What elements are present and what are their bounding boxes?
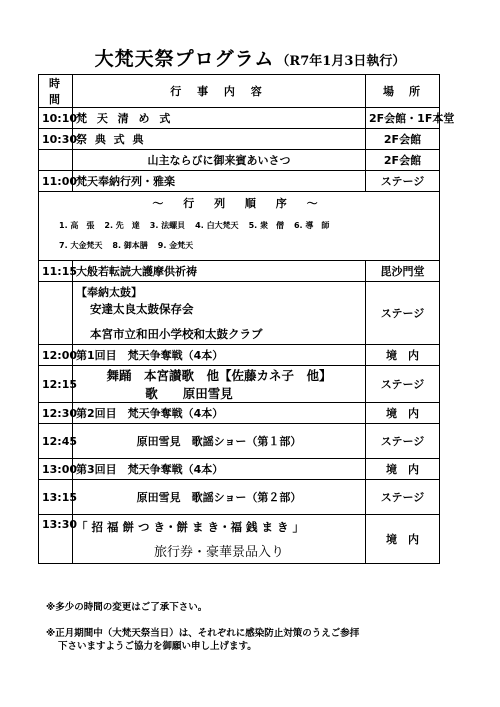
row-place: ステージ <box>366 171 440 192</box>
row-time: 11:00 <box>39 171 73 192</box>
table-row <box>39 515 440 564</box>
row-event: 第3回目 梵天争奪戦（4本） <box>73 459 366 480</box>
subtitle-text: （R7年1月3日執行） <box>276 54 406 69</box>
order-item: 1. 高 張 <box>59 221 95 230</box>
row-event: 大般若転読大護摩供祈祷 <box>73 261 366 282</box>
row-event: 梵 天 清 め 式 <box>73 108 366 129</box>
table-row <box>39 171 440 192</box>
performer-line-1: 舞踊 本宮讃歌 他【佐藤カネ子 他】 <box>106 368 332 383</box>
procession-order-line-2 <box>39 240 439 251</box>
order-item: 3. 法螺貝 <box>149 221 186 230</box>
row-time: 12:45 <box>39 424 73 459</box>
row-event: 原田雪見 歌謡ショー（第２部） <box>73 480 366 515</box>
taiko-group-2: 本宮市立和田小学校和太鼓クラブ <box>90 327 263 341</box>
row-event <box>73 515 366 564</box>
header-event: 行 事 内 容 <box>73 75 366 108</box>
row-place: 毘沙門堂 <box>366 261 440 282</box>
row-place: ステージ <box>366 282 440 345</box>
row-time: 11:15 <box>39 261 73 282</box>
row-time: 13:15 <box>39 480 73 515</box>
row-place: ステージ <box>366 366 440 403</box>
row-time: 10:30 <box>39 129 73 150</box>
order-item: 6. 導 師 <box>293 221 330 230</box>
row-place: 境 内 <box>366 403 440 424</box>
table-row <box>39 403 440 424</box>
table-row <box>39 480 440 515</box>
header-place: 場 所 <box>366 75 440 108</box>
note-time-change: ※多少の時間の変更はご了承下さい。 <box>46 602 208 613</box>
note-infection-line-2: 下さいますようご協力を御願い申し上げます。 <box>58 641 257 652</box>
table-row <box>39 459 440 480</box>
header-row <box>39 75 440 108</box>
procession-order-title: ～ 行 列 順 序 ～ <box>152 197 326 210</box>
table-row <box>39 424 440 459</box>
row-time: 13:00 <box>39 459 73 480</box>
procession-order-row <box>39 192 440 261</box>
table-row <box>39 129 440 150</box>
order-item: 4. 白大梵天 <box>195 221 239 230</box>
performer-line-2: 歌 原田雪見 <box>145 386 233 401</box>
row-time: 12:30 <box>39 403 73 424</box>
procession-order-line-1 <box>39 220 439 231</box>
row-place: 境 内 <box>366 515 440 564</box>
order-item: 7. 大金梵天 <box>59 241 103 250</box>
taiko-group-1: 安達太良太鼓保存会 <box>90 302 194 316</box>
table-row <box>39 366 440 403</box>
prize-line: 旅行券・豪華景品入り <box>153 544 284 560</box>
row-event: 原田雪見 歌謡ショー（第１部） <box>73 424 366 459</box>
table-row <box>39 108 440 129</box>
order-item: 5. 衆 僧 <box>248 221 284 230</box>
table-row <box>39 150 440 171</box>
row-event: 山主ならびに御来賓あいさつ <box>73 150 366 171</box>
table-row <box>39 282 440 345</box>
table-row <box>39 345 440 366</box>
row-place: 2F会館 <box>366 129 440 150</box>
row-place: ステージ <box>366 480 440 515</box>
row-event <box>73 366 366 403</box>
row-place: ステージ <box>366 424 440 459</box>
row-event: 祭 典 式 典 <box>73 129 366 150</box>
program-table <box>38 74 455 564</box>
order-item: 2. 先 達 <box>104 221 140 230</box>
row-event: 第2回目 梵天争奪戦（4本） <box>73 403 366 424</box>
row-time: 13:30 <box>39 515 73 564</box>
header-time: 時 間 <box>39 75 73 108</box>
row-time: 10:10 <box>39 108 73 129</box>
taiko-label: 【奉納太鼓】 <box>76 286 142 299</box>
order-item: 8. 御本膳 <box>112 241 148 250</box>
row-place: 境 内 <box>366 459 440 480</box>
row-time: 12:15 <box>39 366 73 403</box>
order-item: 9. 金梵天 <box>157 241 194 250</box>
title-text: 大梵天祭プログラム <box>94 48 275 70</box>
note-infection-line-1: ※正月期間中（大梵天祭当日）は、それぞれに感染防止対策のうえご参拝 <box>46 628 360 639</box>
row-place: 2F会館・1F本堂 <box>366 108 440 129</box>
row-time: 12:00 <box>39 345 73 366</box>
mochi-event-line: 「 招 福 餅 つ き・餅 ま き・福 銭 ま き 」 <box>76 519 305 534</box>
row-event: 梵天奉納行列・雅楽 <box>73 171 366 192</box>
row-event: 第1回目 梵天争奪戦（4本） <box>73 345 366 366</box>
taiko-offering-cell <box>73 282 366 345</box>
page-title <box>0 44 500 71</box>
table-row <box>39 261 440 282</box>
row-place: 2F会館 <box>366 150 440 171</box>
row-time <box>39 150 73 171</box>
row-place: 境 内 <box>366 345 440 366</box>
